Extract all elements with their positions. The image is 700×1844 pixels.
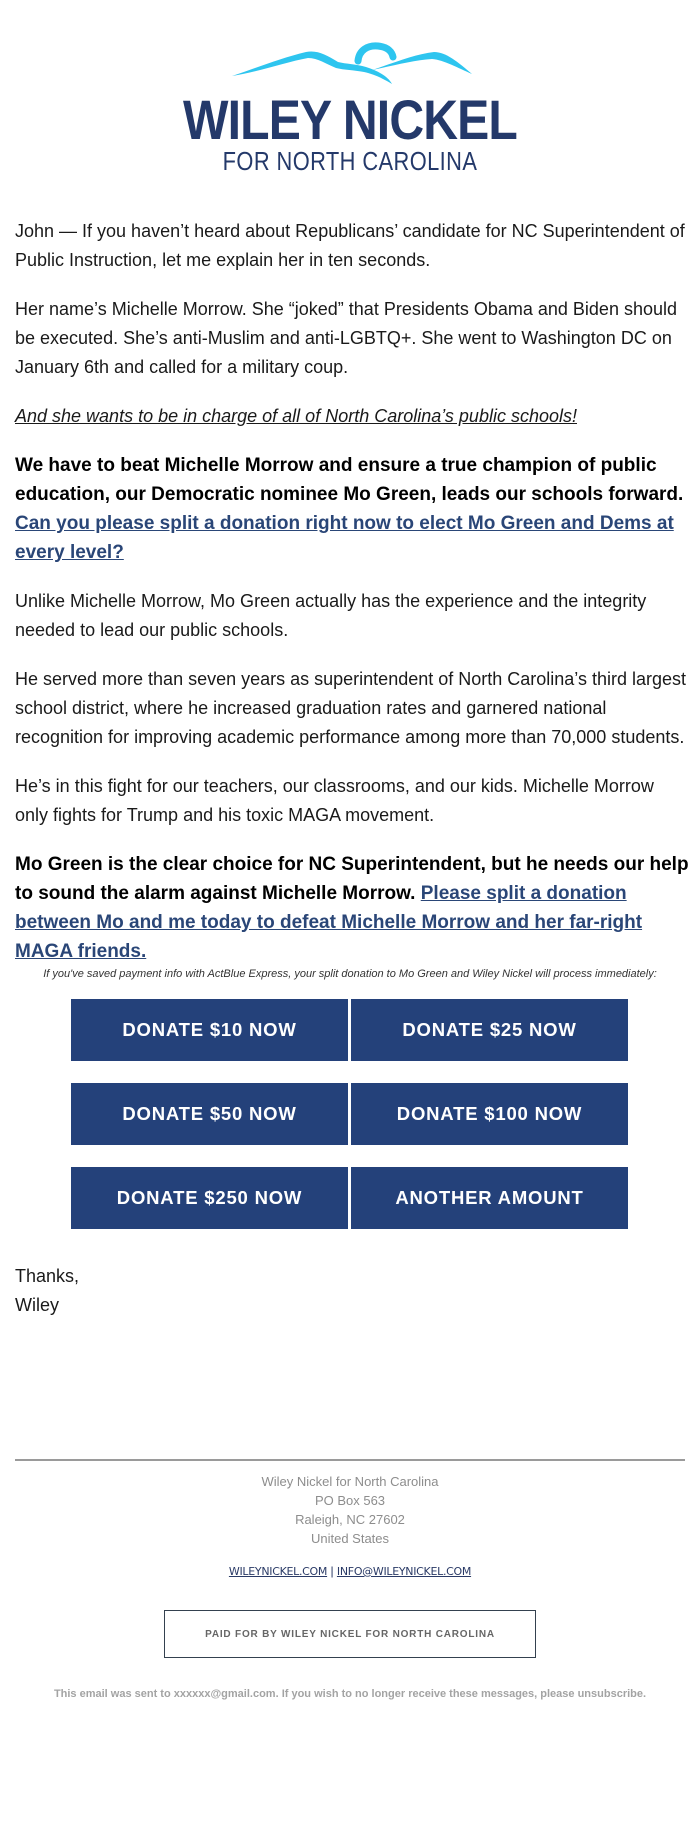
address-org: Wiley Nickel for North Carolina [261,1474,439,1489]
emphasis-paragraph: And she wants to be in charge of all of North Carolina’s public schools! [15,406,577,426]
unsubscribe-notice[interactable]: This email was sent to xxxxxx@gmail.com. If you wish to no longer receive these messages, please unsubscribe. [53,1688,647,1700]
morrow-description-paragraph: Her name’s Michelle Morrow. She “joked” that Presidents Obama and Biden should be executed. She’s anti-Muslim and anti-LGBTQ+. She went to Washington DC on January 6th and called for a military coup. [15,299,678,377]
mailing-address [0,1472,700,1548]
record-paragraph: He served more than seven years as superintendent of North Carolina’s third largest school district, where he increased graduation rates and garnered national recognition for improving academic performance among more than 70,000 students. [15,669,687,747]
experience-paragraph: Unlike Michelle Morrow, Mo Green actually has the experience and the integrity needed to lead our public schools. [15,591,647,640]
donate-10-button[interactable]: DONATE $10 NOW [71,999,348,1061]
split-donation-link-2[interactable]: Please split a donation between Mo and me today to defeat Michelle Morrow and her far-right MAGA friends. [15,883,643,962]
actblue-express-note: If you've saved payment info with ActBlue Express, your split donation to Mo Green and Wiley Nickel will process immediately: [43,968,657,980]
another-amount-button[interactable]: ANOTHER AMOUNT [351,1167,628,1229]
signature-name: Wiley [15,1295,59,1315]
fight-paragraph: He’s in this fight for our teachers, our classrooms, and our kids. Michelle Morrow only fights for Trump and his toxic MAGA movement. [15,776,654,825]
split-donation-link-1[interactable]: Can you please split a donation right now to elect Mo Green and Dems at every level? [15,513,674,563]
closing-text: Thanks, [15,1266,80,1286]
cta-text-1: We have to beat Michelle Morrow and ensure a true champion of public education, our Democratic nominee Mo Green, leads our schools forward. [15,455,684,505]
logo-subtitle: FOR NORTH CAROLINA [222,146,478,176]
email-body [15,217,690,986]
signoff [15,1262,79,1320]
address-country: United States [310,1531,390,1546]
call-to-action-paragraph-2 [15,850,690,966]
email-link[interactable]: INFO@WILEYNICKEL.COM [336,1565,472,1578]
donate-25-button[interactable]: DONATE $25 NOW [351,999,628,1061]
cta-text-2: Mo Green is the clear choice for NC Superintendent, but he needs our help to sound the alarm against Michelle Morrow. [15,854,689,904]
logo-title: WILEY NICKEL [183,88,517,151]
campaign-logo [0,0,700,190]
link-separator: | [330,1564,334,1578]
call-to-action-paragraph-1 [15,451,690,567]
website-link[interactable]: WILEYNICKEL.COM [228,1565,328,1578]
address-street: PO Box 563 [314,1493,386,1508]
intro-paragraph: John — If you haven’t heard about Republicans’ candidate for NC Superintendent of Public Instruction, let me explain her in ten seconds. [15,221,685,270]
mountains-sun-icon [226,40,476,95]
address-city: Raleigh, NC 27602 [295,1512,405,1527]
footer-links [0,1564,700,1578]
footer-divider [15,1459,685,1461]
donate-50-button[interactable]: DONATE $50 NOW [71,1083,348,1145]
paid-for-disclaimer [164,1610,536,1658]
donate-250-button[interactable]: DONATE $250 NOW [71,1167,348,1229]
donate-100-button[interactable]: DONATE $100 NOW [351,1083,628,1145]
paid-for-text: PAID FOR BY WILEY NICKEL FOR NORTH CAROLINA [205,1628,495,1640]
